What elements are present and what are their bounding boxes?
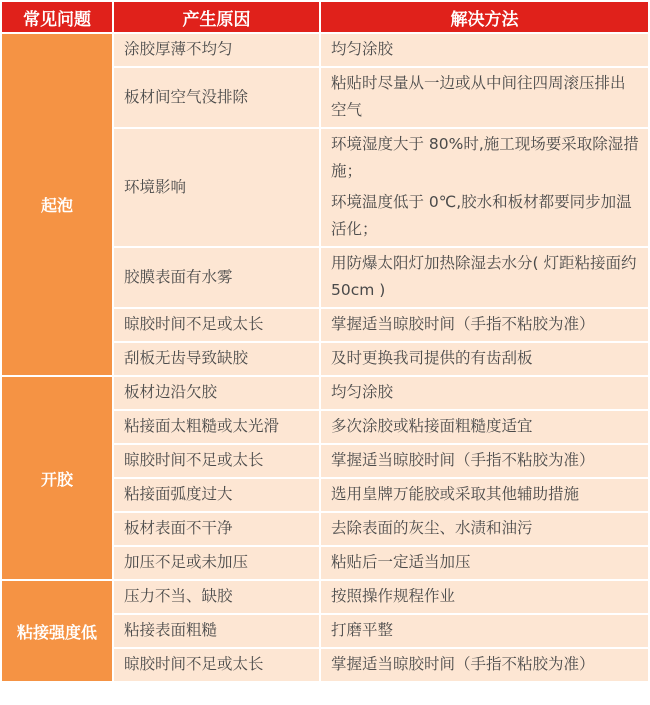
cause-cell: 刮板无齿导致缺胶 xyxy=(114,343,319,375)
cause-cell: 板材间空气没排除 xyxy=(114,68,319,127)
solution-cell xyxy=(321,479,648,511)
cause-cell: 晾胶时间不足或太长 xyxy=(114,445,319,477)
solution-cell xyxy=(321,615,648,647)
solution-text: 环境温度低于 0℃,胶水和板材都要同步加温活化； xyxy=(331,193,632,238)
solution-cell xyxy=(321,377,648,409)
category-cell: 开胶 xyxy=(2,377,112,579)
cause-cell: 晾胶时间不足或太长 xyxy=(114,309,319,341)
table-row xyxy=(2,581,648,613)
category-cell: 起泡 xyxy=(2,34,112,375)
solution-text: 环境湿度大于 80%时,施工现场要采取除湿措施； xyxy=(331,135,639,180)
cause-cell: 胶膜表面有水雾 xyxy=(114,248,319,307)
solution-cell xyxy=(321,129,648,246)
solution-cell xyxy=(321,513,648,545)
solution-text: 按照操作规程作业 xyxy=(331,587,456,605)
solution-cell xyxy=(321,309,648,341)
solution-text: 均匀涂胶 xyxy=(331,383,394,401)
table-header-row xyxy=(2,2,648,32)
solution-text: 去除表面的灰尘、水渍和油污 xyxy=(331,519,533,537)
cause-cell: 加压不足或未加压 xyxy=(114,547,319,579)
cause-cell: 涂胶厚薄不均匀 xyxy=(114,34,319,66)
solution-cell xyxy=(321,34,648,66)
cause-cell: 晾胶时间不足或太长 xyxy=(114,649,319,681)
solution-text: 掌握适当晾胶时间（手指不粘胶为准） xyxy=(331,655,595,673)
cause-cell: 粘接面弧度过大 xyxy=(114,479,319,511)
table-row xyxy=(2,377,648,409)
solution-text: 多次涂胶或粘接面粗糙度适宜 xyxy=(331,417,533,435)
solution-cell xyxy=(321,248,648,307)
solution-cell xyxy=(321,547,648,579)
cause-cell: 粘接面太粗糙或太光滑 xyxy=(114,411,319,443)
solution-text: 选用皇牌万能胶或采取其他辅助措施 xyxy=(331,485,580,503)
category-cell: 粘接强度低 xyxy=(2,581,112,681)
header-problem: 常见问题 xyxy=(2,2,112,32)
cause-cell: 粘接表面粗糙 xyxy=(114,615,319,647)
cause-cell: 板材表面不干净 xyxy=(114,513,319,545)
solution-text: 均匀涂胶 xyxy=(331,40,394,58)
solution-text: 掌握适当晾胶时间（手指不粘胶为准） xyxy=(331,451,595,469)
solution-cell xyxy=(321,343,648,375)
solution-cell xyxy=(321,581,648,613)
table-row xyxy=(2,34,648,66)
cause-cell: 压力不当、缺胶 xyxy=(114,581,319,613)
solution-text: 粘贴时尽量从一边或从中间往四周滚压排出空气 xyxy=(331,74,626,119)
solution-text: 用防爆太阳灯加热除湿去水分( 灯距粘接面约 50cm ) xyxy=(331,254,637,299)
solution-text: 打磨平整 xyxy=(331,621,394,639)
header-cause: 产生原因 xyxy=(114,2,319,32)
solution-cell xyxy=(321,445,648,477)
header-solution: 解决方法 xyxy=(321,2,648,32)
solution-cell xyxy=(321,68,648,127)
solution-text: 及时更换我司提供的有齿刮板 xyxy=(331,349,533,367)
solution-text: 掌握适当晾胶时间（手指不粘胶为准） xyxy=(331,315,595,333)
cause-cell: 环境影响 xyxy=(114,129,319,246)
solution-text: 粘贴后一定适当加压 xyxy=(331,553,471,571)
solution-cell xyxy=(321,411,648,443)
cause-cell: 板材边沿欠胶 xyxy=(114,377,319,409)
solution-cell xyxy=(321,649,648,681)
